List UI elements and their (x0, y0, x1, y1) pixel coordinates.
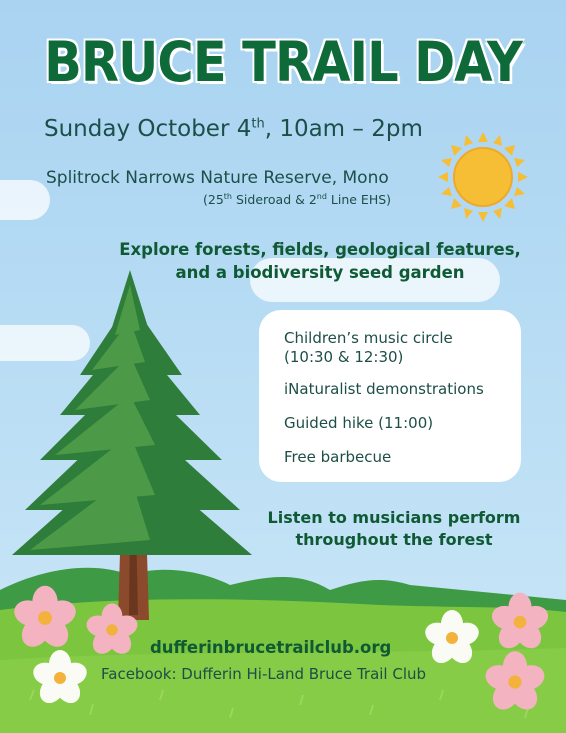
listen-text (254, 507, 534, 551)
location-detail (203, 192, 391, 207)
activity-item: Guided hike (11:00) (284, 414, 434, 432)
event-location: Splitrock Narrows Nature Reserve, Mono (46, 168, 389, 188)
white-flower-icon (422, 610, 481, 668)
date-ordinal: th (251, 116, 265, 132)
location-detail-part: (25 (203, 192, 224, 208)
location-detail-sup: nd (316, 192, 327, 201)
date-time: , 10am – 2pm (264, 116, 423, 142)
listen-line-1: Listen to musicians perform (267, 508, 521, 527)
event-date (44, 116, 423, 142)
pink-flower-icon (11, 586, 79, 652)
facebook-text: Facebook: Dufferin Hi-Land Bruce Trail Club (101, 665, 427, 683)
activity-item: iNaturalist demonstrations (284, 380, 484, 398)
explore-line-1: Explore forests, fields, geological features, (119, 240, 521, 259)
white-flower-icon (30, 650, 89, 708)
pink-flower-icon (84, 603, 140, 658)
activity-item-detail: (10:30 & 12:30) (284, 348, 404, 366)
pink-flower-icon (482, 651, 547, 715)
activity-item: Children’s music circle (284, 329, 453, 347)
location-detail-part: Sideroad & 2 (232, 192, 317, 208)
location-detail-sup: th (223, 192, 233, 201)
activity-item: Free barbecue (284, 448, 392, 466)
explore-line-2: and a biodiversity seed garden (175, 263, 465, 282)
pink-flower-icon (489, 593, 551, 654)
location-detail-part: Line EHS) (326, 192, 392, 208)
date-prefix: Sunday October 4 (44, 116, 252, 142)
explore-text (110, 238, 530, 284)
listen-line-2: throughout the forest (295, 530, 493, 549)
activities-card (259, 310, 521, 482)
poster-title: BRUCE TRAIL DAY (44, 30, 522, 94)
website-link[interactable]: dufferinbrucetrailclub.org (150, 638, 392, 657)
